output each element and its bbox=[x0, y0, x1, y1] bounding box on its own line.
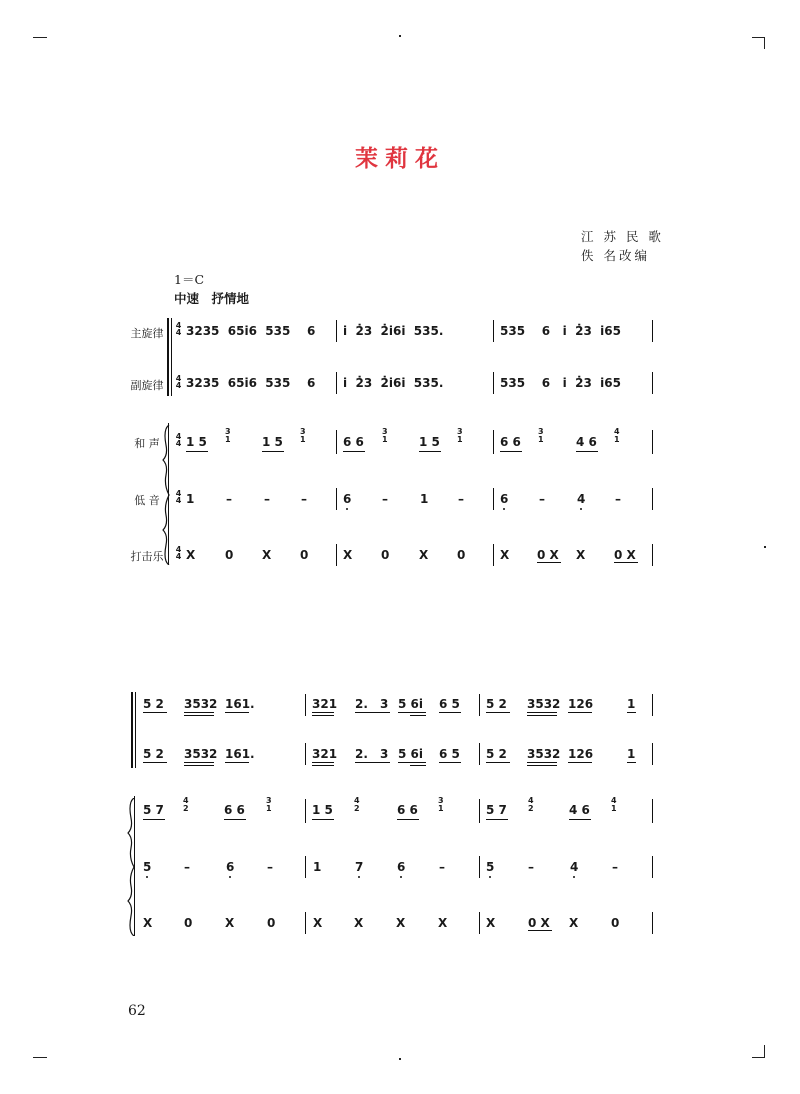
harmony-stack: 3 1 bbox=[538, 427, 544, 444]
barline bbox=[652, 799, 653, 823]
beam-line bbox=[486, 762, 510, 763]
beam-line bbox=[184, 765, 214, 766]
crop-mark bbox=[764, 546, 766, 548]
barline bbox=[336, 488, 337, 510]
barline bbox=[652, 544, 653, 566]
beam-line bbox=[568, 712, 592, 713]
beam-line bbox=[576, 451, 598, 452]
percussion-hit: X bbox=[354, 916, 364, 930]
percussion-hit: 0 bbox=[184, 916, 193, 930]
percussion-hit: 0 X bbox=[528, 916, 550, 930]
beam-line bbox=[410, 715, 426, 716]
time-signature: 4 4 bbox=[175, 432, 182, 448]
beam-line bbox=[569, 819, 591, 820]
percussion-hit: X bbox=[225, 916, 235, 930]
melody-note: 321 bbox=[312, 697, 338, 711]
percussion-hit: 0 X bbox=[614, 548, 636, 562]
part-label-melody: 主旋律 bbox=[130, 327, 164, 340]
melody-measure: i 2̇3 2̇i6i 535. bbox=[343, 324, 444, 338]
crop-mark bbox=[399, 1058, 401, 1060]
harmony-stack: 3 1 bbox=[266, 796, 272, 813]
barline bbox=[479, 799, 480, 823]
beam-line bbox=[225, 712, 249, 713]
barline bbox=[479, 743, 480, 765]
harmony-stack: 4 2 bbox=[354, 796, 360, 813]
percussion-hit: X bbox=[569, 916, 579, 930]
melody-note: 161. bbox=[225, 697, 255, 711]
system-bracket bbox=[135, 692, 136, 768]
barline bbox=[652, 694, 653, 716]
percussion-hit: X bbox=[419, 548, 429, 562]
beam-line bbox=[397, 819, 419, 820]
barline bbox=[652, 912, 653, 934]
melody-note: 2. bbox=[355, 697, 368, 711]
barline bbox=[493, 488, 494, 510]
tempo-marking: 中速 抒情地 bbox=[174, 291, 250, 306]
barline bbox=[493, 320, 494, 342]
counter-note: 5 2 bbox=[143, 747, 164, 761]
percussion-hit: X bbox=[313, 916, 323, 930]
bass-note: 6 bbox=[500, 492, 509, 506]
crop-mark bbox=[33, 37, 47, 38]
bass-note: 1 bbox=[420, 492, 429, 506]
bass-note: – bbox=[184, 860, 190, 874]
harmony-stack: 3 1 bbox=[382, 427, 388, 444]
percussion-hit: X bbox=[576, 548, 586, 562]
beam-line bbox=[184, 715, 214, 716]
percussion-hit: 0 bbox=[225, 548, 234, 562]
beam-line bbox=[143, 712, 167, 713]
barline bbox=[336, 544, 337, 566]
barline bbox=[305, 743, 306, 765]
barline bbox=[652, 430, 653, 454]
melody-note: 1 bbox=[627, 697, 636, 711]
octave-dot bbox=[573, 876, 575, 878]
beam-line bbox=[527, 765, 557, 766]
harmony-stack: 3 1 bbox=[457, 427, 463, 444]
crop-mark bbox=[764, 37, 765, 49]
percussion-hit: X bbox=[143, 916, 153, 930]
beam-line bbox=[186, 451, 208, 452]
part-label-bass: 低 音 bbox=[134, 494, 160, 507]
bass-note: 7 bbox=[355, 860, 364, 874]
barline bbox=[479, 856, 480, 878]
system-bracket bbox=[171, 318, 172, 396]
beam-line bbox=[614, 562, 638, 563]
bass-note: – bbox=[528, 860, 534, 874]
octave-dot bbox=[346, 508, 348, 510]
bass-note: 6 bbox=[226, 860, 235, 874]
percussion-hit: X bbox=[186, 548, 196, 562]
beam-line bbox=[527, 715, 557, 716]
counter-note: 161. bbox=[225, 747, 255, 761]
barline bbox=[305, 856, 306, 878]
beam-line bbox=[143, 762, 167, 763]
beam-line bbox=[343, 451, 365, 452]
counter-note: 3 bbox=[380, 747, 389, 761]
beam-line bbox=[410, 765, 426, 766]
counter-note: 5 2 bbox=[486, 747, 507, 761]
octave-dot bbox=[400, 876, 402, 878]
bass-note: – bbox=[439, 860, 445, 874]
bass-note: – bbox=[264, 492, 270, 506]
counter-note: 126 bbox=[568, 747, 594, 761]
brace-icon bbox=[162, 425, 170, 565]
bass-note: 6 bbox=[397, 860, 406, 874]
melody-note: 3 bbox=[380, 697, 389, 711]
harmony-stack: 4 1 bbox=[611, 796, 617, 813]
counter-measure: i 2̇3 2̇i6i 535. bbox=[343, 376, 444, 390]
melody-measure: 3235 65i6 535 6 bbox=[186, 324, 316, 338]
beam-line bbox=[419, 451, 441, 452]
time-signature: 4 4 bbox=[175, 489, 182, 505]
melody-note: 5 2 bbox=[486, 697, 507, 711]
percussion-hit: 0 X bbox=[537, 548, 559, 562]
bass-note: 1 bbox=[186, 492, 195, 506]
beam-line bbox=[528, 930, 552, 931]
bass-note: 5 bbox=[486, 860, 495, 874]
barline bbox=[652, 743, 653, 765]
octave-dot bbox=[489, 876, 491, 878]
beam-line bbox=[537, 562, 561, 563]
beam-line bbox=[500, 451, 522, 452]
part-label-counter: 副旋律 bbox=[130, 379, 164, 392]
time-signature: 4 4 bbox=[175, 374, 182, 390]
harmony-chord: 5 7 bbox=[143, 803, 164, 817]
beam-line bbox=[398, 712, 426, 713]
barline bbox=[305, 799, 306, 823]
harmony-chord: 6 6 bbox=[397, 803, 418, 817]
harmony-stack: 3 1 bbox=[225, 427, 231, 444]
percussion-hit: X bbox=[343, 548, 353, 562]
percussion-hit: X bbox=[438, 916, 448, 930]
beam-line bbox=[262, 451, 284, 452]
beam-line bbox=[312, 715, 334, 716]
beam-line bbox=[627, 762, 636, 763]
crop-mark bbox=[752, 37, 764, 38]
melody-note: 126 bbox=[568, 697, 594, 711]
harmony-stack: 3 1 bbox=[300, 427, 306, 444]
barline bbox=[652, 320, 653, 342]
bass-note: – bbox=[612, 860, 618, 874]
harmony-chord: 1 5 bbox=[262, 435, 283, 449]
beam-line bbox=[312, 765, 334, 766]
percussion-hit: 0 bbox=[457, 548, 466, 562]
system-bracket bbox=[167, 318, 169, 396]
barline bbox=[493, 372, 494, 394]
bass-note: – bbox=[226, 492, 232, 506]
harmony-chord: 6 6 bbox=[224, 803, 245, 817]
beam-line bbox=[225, 762, 249, 763]
melody-note: 3532 bbox=[527, 697, 561, 711]
octave-dot bbox=[503, 508, 505, 510]
beam-line bbox=[143, 819, 165, 820]
harmony-chord: 4 6 bbox=[569, 803, 590, 817]
credit-origin: 江 苏 民 歌 bbox=[581, 229, 664, 244]
bass-note: – bbox=[382, 492, 388, 506]
melody-note: 5 2 bbox=[143, 697, 164, 711]
counter-note: 3532 bbox=[527, 747, 561, 761]
harmony-chord: 6 6 bbox=[500, 435, 521, 449]
harmony-chord: 1 5 bbox=[419, 435, 440, 449]
octave-dot bbox=[229, 876, 231, 878]
crop-mark bbox=[399, 35, 401, 37]
melody-note: 5 6i bbox=[398, 697, 423, 711]
beam-line bbox=[312, 819, 334, 820]
melody-measure: 535 6 i 2̇3 i65 bbox=[500, 324, 621, 338]
part-label-percussion: 打击乐 bbox=[130, 550, 164, 563]
percussion-hit: X bbox=[396, 916, 406, 930]
credit-arranger: 佚 名改编 bbox=[581, 248, 650, 263]
beam-line bbox=[627, 712, 636, 713]
beam-line bbox=[355, 712, 390, 713]
beam-line bbox=[486, 819, 508, 820]
melody-note: 3532 bbox=[184, 697, 218, 711]
barline bbox=[652, 856, 653, 878]
barline bbox=[336, 320, 337, 342]
time-signature: 4 4 bbox=[175, 321, 182, 337]
percussion-hit: X bbox=[262, 548, 272, 562]
beam-line bbox=[527, 762, 557, 763]
harmony-stack: 4 2 bbox=[183, 796, 189, 813]
system-bracket bbox=[131, 692, 133, 768]
bass-note: – bbox=[458, 492, 464, 506]
beam-line bbox=[224, 819, 246, 820]
page-number: 62 bbox=[128, 1003, 146, 1019]
beam-line bbox=[527, 712, 557, 713]
bass-note: – bbox=[539, 492, 545, 506]
counter-measure: 535 6 i 2̇3 i65 bbox=[500, 376, 621, 390]
counter-note: 6 5 bbox=[439, 747, 460, 761]
harmony-chord: 1 5 bbox=[312, 803, 333, 817]
harmony-chord: 5 7 bbox=[486, 803, 507, 817]
octave-dot bbox=[358, 876, 360, 878]
bass-note: 4 bbox=[577, 492, 586, 506]
beam-line bbox=[355, 762, 390, 763]
percussion-hit: X bbox=[500, 548, 510, 562]
beam-line bbox=[398, 762, 426, 763]
harmony-stack: 4 2 bbox=[528, 796, 534, 813]
bass-note: 5 bbox=[143, 860, 152, 874]
bass-note: – bbox=[301, 492, 307, 506]
harmony-chord: 1 5 bbox=[186, 435, 207, 449]
barline bbox=[652, 488, 653, 510]
barline bbox=[305, 912, 306, 934]
percussion-hit: 0 bbox=[381, 548, 390, 562]
beam-line bbox=[568, 762, 592, 763]
part-label-harmony: 和 声 bbox=[134, 437, 160, 450]
counter-note: 2. bbox=[355, 747, 368, 761]
harmony-chord: 6 6 bbox=[343, 435, 364, 449]
beam-line bbox=[486, 712, 510, 713]
octave-dot bbox=[146, 876, 148, 878]
counter-note: 321 bbox=[312, 747, 338, 761]
song-title: 茉莉花 bbox=[355, 145, 445, 172]
percussion-hit: 0 bbox=[267, 916, 276, 930]
melody-note: 6 5 bbox=[439, 697, 460, 711]
bass-note: – bbox=[267, 860, 273, 874]
key-signature: 1＝C bbox=[174, 272, 205, 287]
barline bbox=[336, 372, 337, 394]
crop-mark bbox=[33, 1057, 47, 1058]
counter-note: 5 6i bbox=[398, 747, 423, 761]
bass-note: 1 bbox=[313, 860, 322, 874]
barline bbox=[493, 544, 494, 566]
percussion-hit: 0 bbox=[300, 548, 309, 562]
counter-note: 1 bbox=[627, 747, 636, 761]
beam-line bbox=[184, 762, 214, 763]
barline bbox=[493, 430, 494, 454]
beam-line bbox=[439, 762, 461, 763]
time-signature: 4 4 bbox=[175, 545, 182, 561]
crop-mark bbox=[764, 1045, 765, 1058]
counter-note: 3532 bbox=[184, 747, 218, 761]
beam-line bbox=[439, 712, 461, 713]
barline bbox=[305, 694, 306, 716]
barline bbox=[479, 912, 480, 934]
harmony-chord: 4 6 bbox=[576, 435, 597, 449]
brace-icon bbox=[127, 798, 135, 936]
percussion-hit: 0 bbox=[611, 916, 620, 930]
barline bbox=[652, 372, 653, 394]
harmony-stack: 4 1 bbox=[614, 427, 620, 444]
octave-dot bbox=[580, 508, 582, 510]
bass-note: 4 bbox=[570, 860, 579, 874]
percussion-hit: X bbox=[486, 916, 496, 930]
counter-measure: 3235 65i6 535 6 bbox=[186, 376, 316, 390]
beam-line bbox=[312, 762, 334, 763]
barline bbox=[479, 694, 480, 716]
barline bbox=[336, 430, 337, 454]
harmony-stack: 3 1 bbox=[438, 796, 444, 813]
beam-line bbox=[312, 712, 334, 713]
crop-mark bbox=[752, 1057, 764, 1058]
bass-note: 6 bbox=[343, 492, 352, 506]
beam-line bbox=[184, 712, 214, 713]
bass-note: – bbox=[615, 492, 621, 506]
